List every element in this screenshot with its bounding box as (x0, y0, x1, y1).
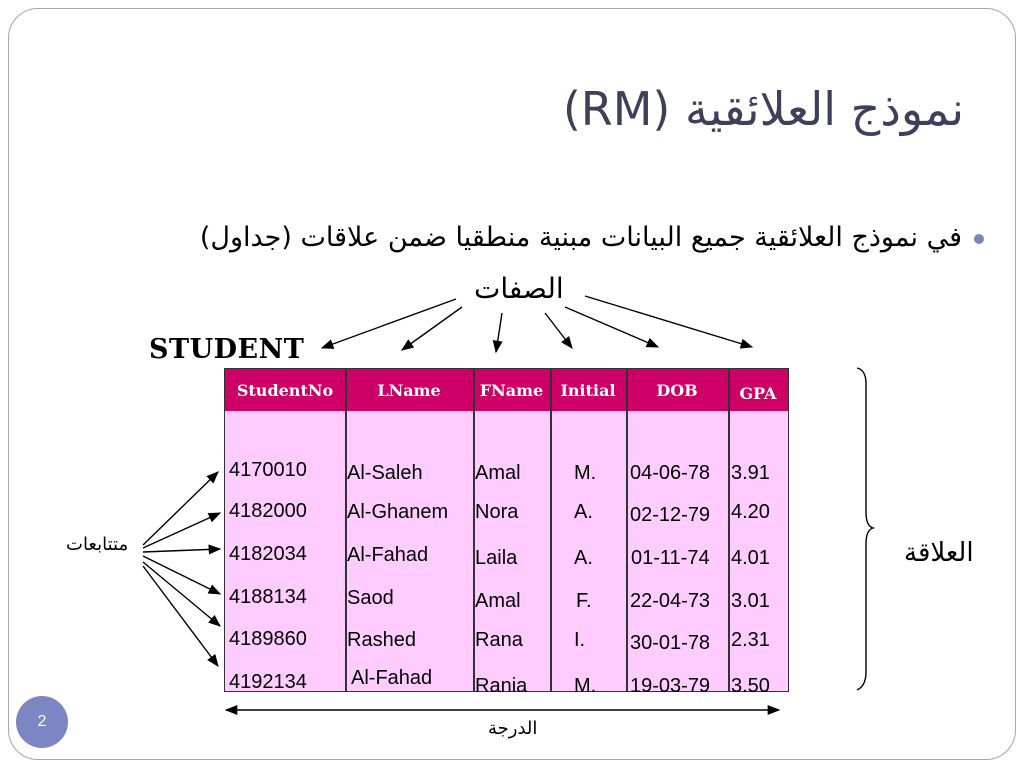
table-cell: M. (574, 462, 597, 484)
table-cell: A. (574, 547, 593, 569)
table-cell: 02-12-79 (630, 504, 711, 526)
table-cell: 2.31 (731, 629, 770, 651)
table-cell: 4182034 (229, 543, 307, 565)
table-cell: 4.01 (731, 547, 770, 569)
relation-label: العلاقة (904, 538, 974, 568)
table-cell: F. (576, 590, 592, 612)
relation-brace (857, 368, 873, 690)
table-cell: 01-11-74 (631, 547, 710, 569)
header-studentno: StudentNo (225, 369, 345, 411)
degree-label: الدرجة (488, 718, 538, 739)
table-cell: 22-04-73 (630, 590, 711, 612)
table-cell: 4182000 (229, 500, 307, 522)
table-cell: 4.20 (731, 501, 770, 523)
table-cell: 4189860 (229, 628, 307, 650)
table-cell: Nora (475, 501, 519, 523)
table-cell: Saod (347, 587, 394, 609)
table-cell: Rana (475, 629, 523, 651)
table-cell: 3.50 (731, 675, 770, 697)
table-cell: A. (574, 501, 593, 523)
slide-title: نموذج العلائقية (RM) (562, 82, 964, 136)
table-cell: 3.01 (731, 590, 770, 612)
table-cell: Al-Ghanem (347, 501, 449, 523)
slide-number-badge: 2 (16, 696, 68, 748)
table-cell: Al-Fahad (347, 544, 429, 566)
table-cell: Laila (475, 547, 518, 569)
table-cell: Al-Saleh (347, 462, 423, 484)
table-cell: Al-Fahad (351, 667, 433, 689)
table-cell: Amal (475, 590, 521, 612)
tuples-label: متتابعات (66, 534, 129, 555)
table-cell: M. (574, 675, 597, 697)
table-cell: Amal (475, 462, 521, 484)
header-gpa: GPA (728, 369, 788, 411)
table-cell: Rania (475, 675, 528, 697)
table-cell: 4188134 (229, 586, 307, 608)
tuple-arrows (143, 472, 220, 666)
header-fname: FName (473, 369, 550, 411)
table-cell: 30-01-78 (630, 632, 711, 654)
bullet-text: في نموذج العلائقية جميع البيانات مبنية منطقيا ضمن علاقات (جداول) (199, 222, 962, 253)
table-cell: 4192134 (229, 671, 307, 693)
header-initial: Initial (550, 369, 626, 411)
table-name: STUDENT (149, 334, 305, 365)
table-cell: Rashed (347, 629, 416, 651)
table-cell: 4170010 (229, 459, 307, 481)
attribute-arrows (322, 296, 752, 352)
attributes-label: الصفات (474, 272, 564, 305)
header-lname: LName (345, 369, 473, 411)
header-dob: DOB (626, 369, 728, 411)
table-cell: 19-03-79 (630, 675, 711, 697)
table-cell: 3.91 (731, 462, 770, 484)
table-cell: I. (574, 629, 586, 651)
table-cell: 04-06-78 (630, 462, 711, 484)
